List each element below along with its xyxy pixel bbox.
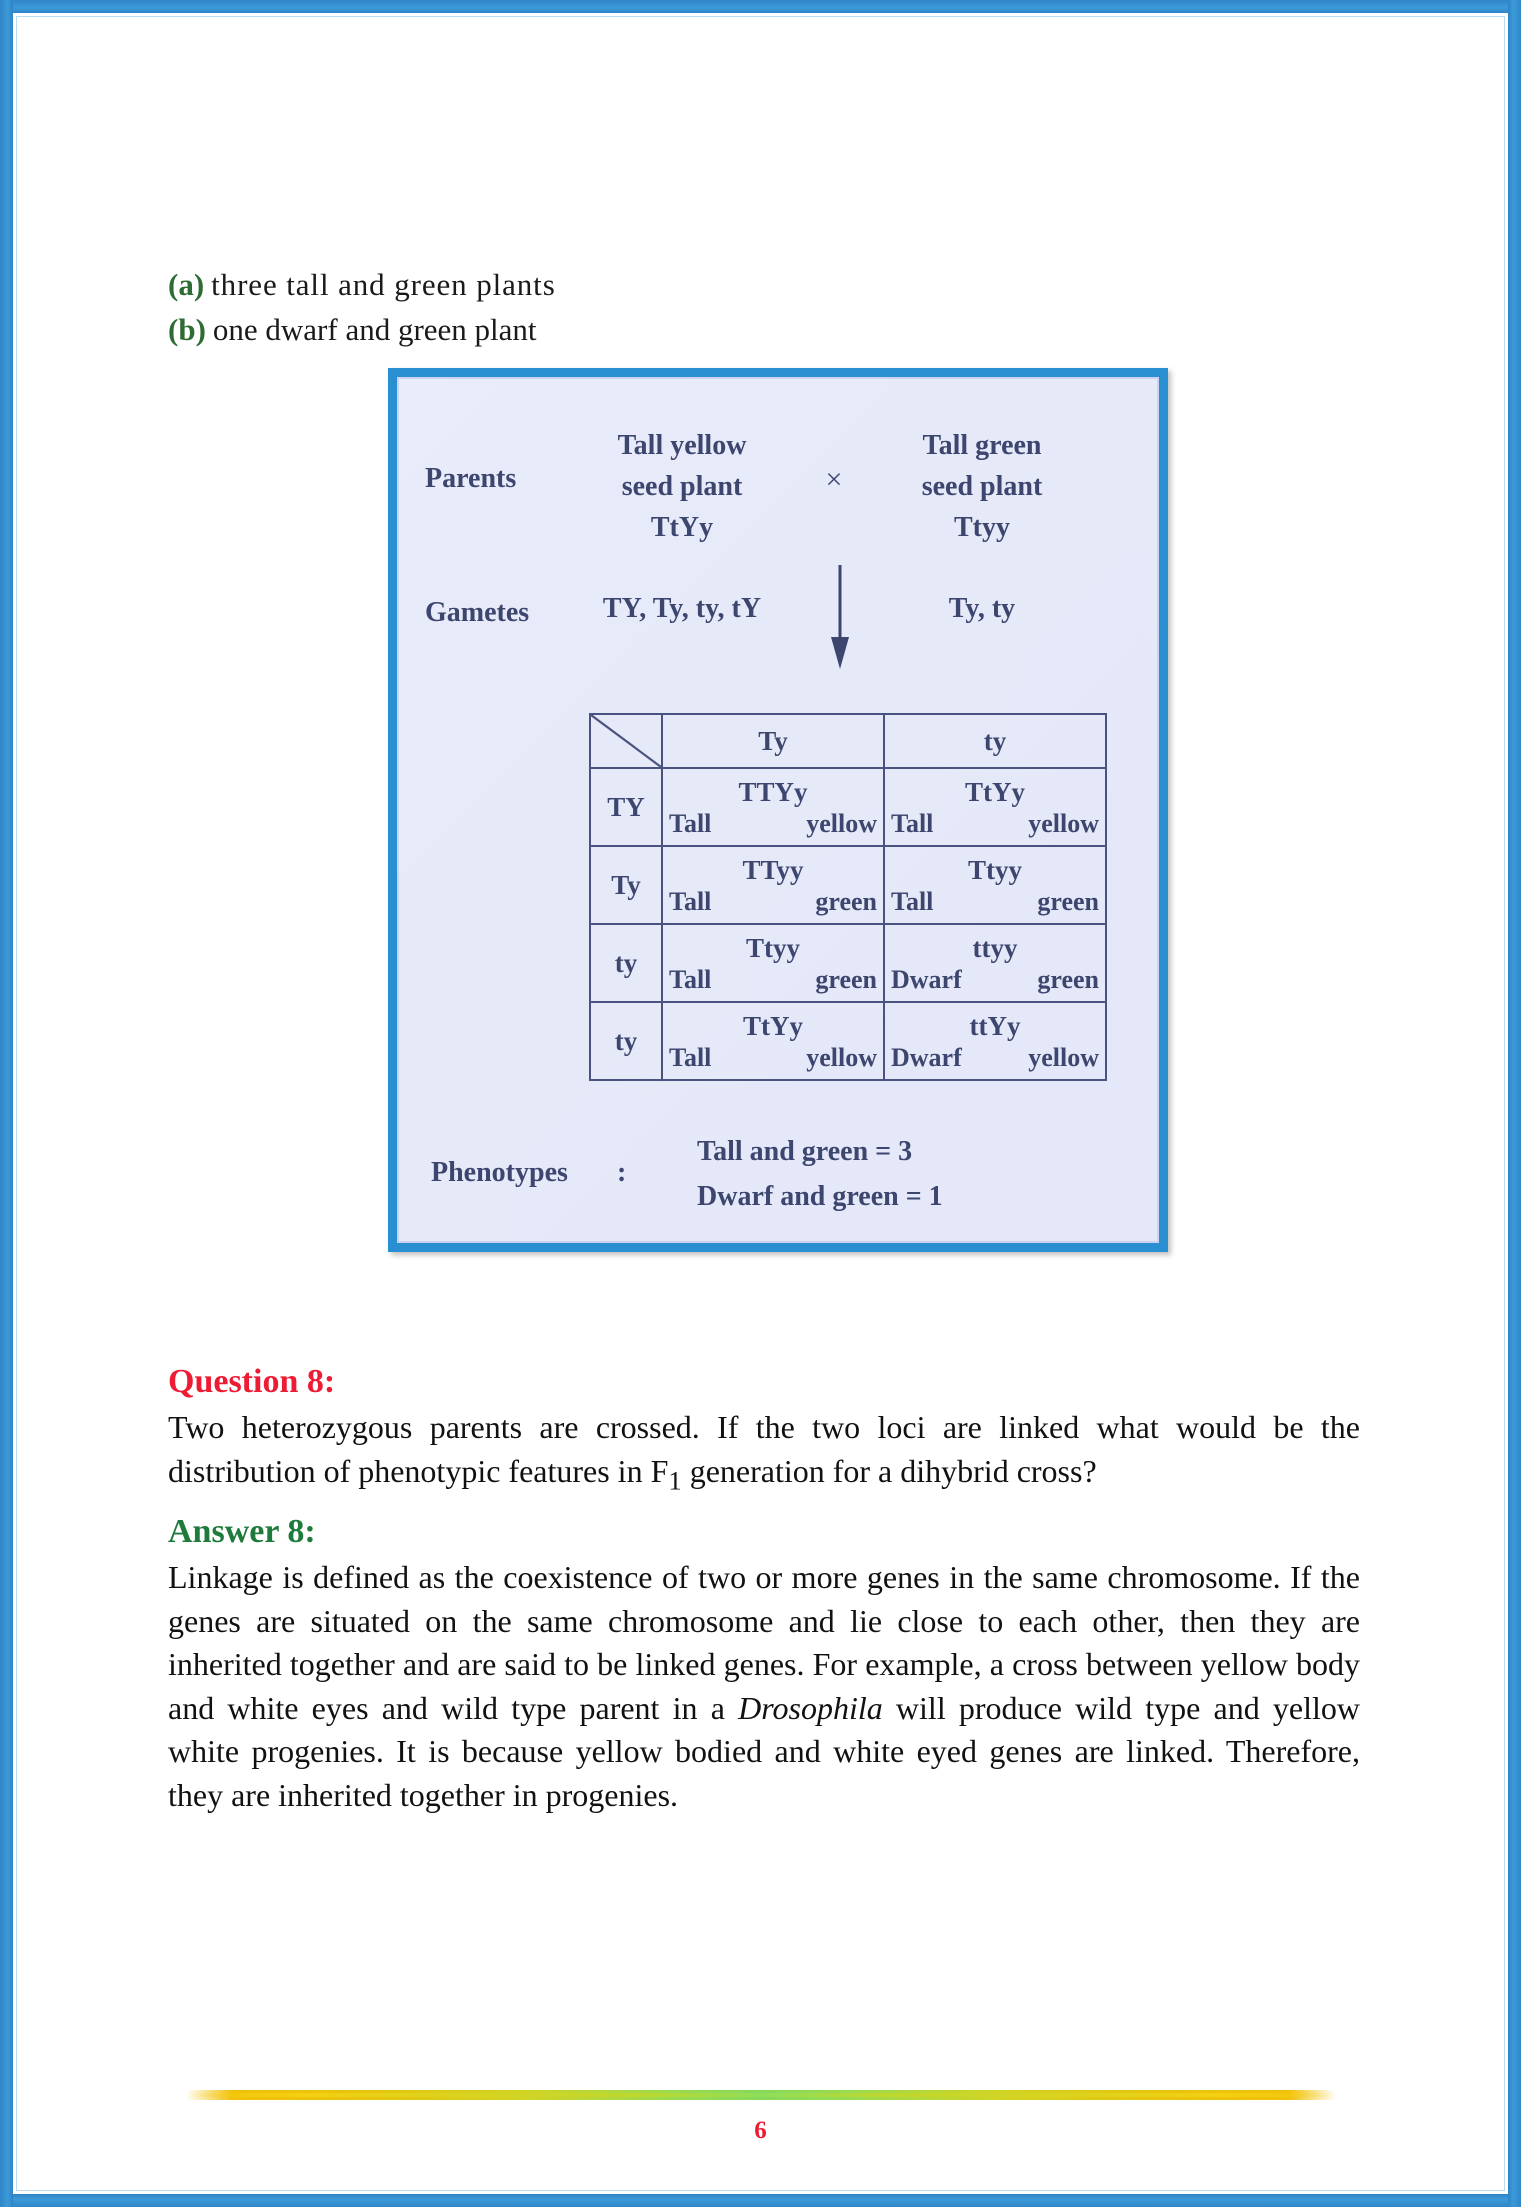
punnett-cell-trait-height: Dwarf — [891, 1042, 962, 1072]
parent-right-genotype: Ttyy — [954, 512, 1010, 543]
punnett-cell-trait-color: green — [1037, 886, 1099, 916]
punnett-cell-genotype: TtYy — [965, 776, 1025, 807]
punnett-cell — [884, 924, 1106, 1002]
gametes-left: TY, Ty, ty, tY — [602, 593, 762, 624]
punnett-cell-trait-color: green — [1037, 964, 1099, 994]
list-item — [168, 262, 1360, 307]
punnett-cell — [662, 768, 884, 846]
punnett-cell-phenotype — [663, 964, 883, 995]
punnett-cell-phenotype — [663, 886, 883, 917]
punnett-row-header: ty — [590, 1002, 662, 1080]
table-row — [590, 846, 1106, 924]
punnett-cell-trait-color: yellow — [806, 808, 877, 838]
punnett-cell-genotype: Ttyy — [968, 854, 1022, 885]
page-border-bottom — [0, 2194, 1521, 2207]
punnett-cell-phenotype — [885, 886, 1105, 917]
diagram-frame — [388, 368, 1168, 1252]
phenotypes-label: Phenotypes — [431, 1157, 568, 1188]
parent-right — [867, 425, 1097, 548]
parents-row — [397, 425, 1159, 555]
answer-species-name: Drosophila — [738, 1689, 883, 1726]
question-text — [168, 1406, 1360, 1502]
punnett-cell-genotype: ttyy — [972, 932, 1018, 963]
punnett-row-header: ty — [590, 924, 662, 1002]
punnett-cell-trait-color: green — [815, 964, 877, 994]
punnett-cell-phenotype — [885, 1042, 1105, 1073]
punnett-corner-cell — [590, 714, 662, 768]
answer-text — [168, 1556, 1360, 1817]
phenotype-result-tall-green: Tall and green = 3 — [697, 1136, 913, 1167]
options-list — [168, 262, 1360, 352]
punnett-cell — [884, 1002, 1106, 1080]
option-label-a: (a) — [168, 267, 205, 302]
page-border-left — [0, 0, 13, 2207]
punnett-cell-genotype: TTyy — [742, 854, 804, 885]
punnett-cell — [884, 846, 1106, 924]
punnett-cell-phenotype — [885, 808, 1105, 839]
punnett-row-header: Ty — [590, 846, 662, 924]
punnett-cell-trait-height: Tall — [669, 1042, 712, 1072]
answer-text-part1: Linkage is defined as the coexistence of two or more genes in the same chromosome. If the genes are situated on the same chromosome and lie close to each other, then they are inherited together and are said to be linked genes. For example, a cross between yellow body and white eyes and wild type parent in a — [168, 1559, 1360, 1726]
question-heading: Question 8: — [168, 1363, 336, 1400]
parent-right-line1: Tall green — [922, 430, 1042, 461]
question-subscript: 1 — [668, 1464, 682, 1495]
list-item — [168, 307, 1360, 352]
punnett-cell — [884, 768, 1106, 846]
page-border-top — [0, 0, 1521, 13]
down-arrow-icon — [829, 563, 851, 671]
punnett-cell-trait-height: Tall — [669, 964, 712, 994]
punnett-cell-trait-height: Tall — [669, 886, 712, 916]
table-row — [590, 924, 1106, 1002]
gametes-label: Gametes — [425, 597, 530, 628]
punnett-cell-trait-color: yellow — [1028, 808, 1099, 838]
parent-left-line2: seed plant — [621, 471, 743, 502]
punnett-cell — [662, 924, 884, 1002]
gametes-right: Ty, ty — [948, 593, 1016, 624]
punnett-header-row — [590, 714, 1106, 768]
punnett-col-header: Ty — [662, 714, 884, 768]
punnett-col-header: ty — [884, 714, 1106, 768]
punnett-cell-trait-color: yellow — [806, 1042, 877, 1072]
phenotypes-colon: : — [617, 1157, 627, 1188]
phenotype-result-dwarf-green: Dwarf and green = 1 — [697, 1181, 943, 1212]
table-row — [590, 1002, 1106, 1080]
question-answer-block — [168, 1360, 1360, 1817]
punnett-cell-trait-height: Dwarf — [891, 964, 962, 994]
punnett-cell — [662, 1002, 884, 1080]
gametes-row — [397, 585, 1159, 645]
dihybrid-cross-diagram — [388, 368, 1168, 1252]
option-text-a: three tall and green plants — [211, 267, 556, 302]
punnett-cell-genotype: Ttyy — [746, 932, 800, 963]
cross-symbol-icon: × — [825, 463, 843, 496]
punnett-cell — [662, 846, 884, 924]
punnett-row-header: TY — [590, 768, 662, 846]
answer-text-part2: will produce wild type and yellow white progenies. It is because yellow bodied and white eyed genes are linked. Therefore, they are inherited together in progenies. — [168, 1689, 1361, 1813]
punnett-cell-phenotype — [885, 964, 1105, 995]
parent-left — [567, 425, 797, 548]
option-label-b: (b) — [168, 312, 206, 347]
punnett-cell-phenotype — [663, 1042, 883, 1073]
parent-left-line1: Tall yellow — [617, 430, 747, 461]
page-border-right — [1508, 0, 1521, 2207]
table-row — [590, 768, 1106, 846]
punnett-cell-genotype: TTYy — [738, 776, 808, 807]
parents-label: Parents — [425, 463, 517, 494]
punnett-cell-trait-color: yellow — [1028, 1042, 1099, 1072]
parent-left-genotype: TtYy — [650, 512, 714, 543]
punnett-cell-genotype: ttYy — [969, 1010, 1021, 1041]
punnett-cell-trait-height: Tall — [669, 808, 712, 838]
phenotypes-row — [397, 1129, 1159, 1221]
option-text-b: one dwarf and green plant — [212, 312, 537, 347]
question-text-part1: Two heterozygous parents are crossed. If the two loci are linked what would be the distribution of phenotypic features in F — [168, 1409, 1360, 1489]
punnett-cell-genotype: TtYy — [743, 1010, 803, 1041]
punnett-cell-trait-height: Tall — [891, 886, 934, 916]
punnett-cell-trait-color: green — [815, 886, 877, 916]
diagonal-slash-icon — [591, 715, 661, 767]
parent-right-line2: seed plant — [921, 471, 1043, 502]
footer-divider-core — [186, 2093, 1336, 2097]
punnett-square — [589, 713, 1107, 1081]
page-number: 6 — [754, 2117, 767, 2144]
punnett-cell-phenotype — [663, 808, 883, 839]
punnett-cell-trait-height: Tall — [891, 808, 934, 838]
answer-heading: Answer 8: — [168, 1513, 316, 1551]
question-text-part2: generation for a dihybrid cross? — [681, 1452, 1097, 1489]
phenotypes-values — [655, 1129, 1137, 1219]
